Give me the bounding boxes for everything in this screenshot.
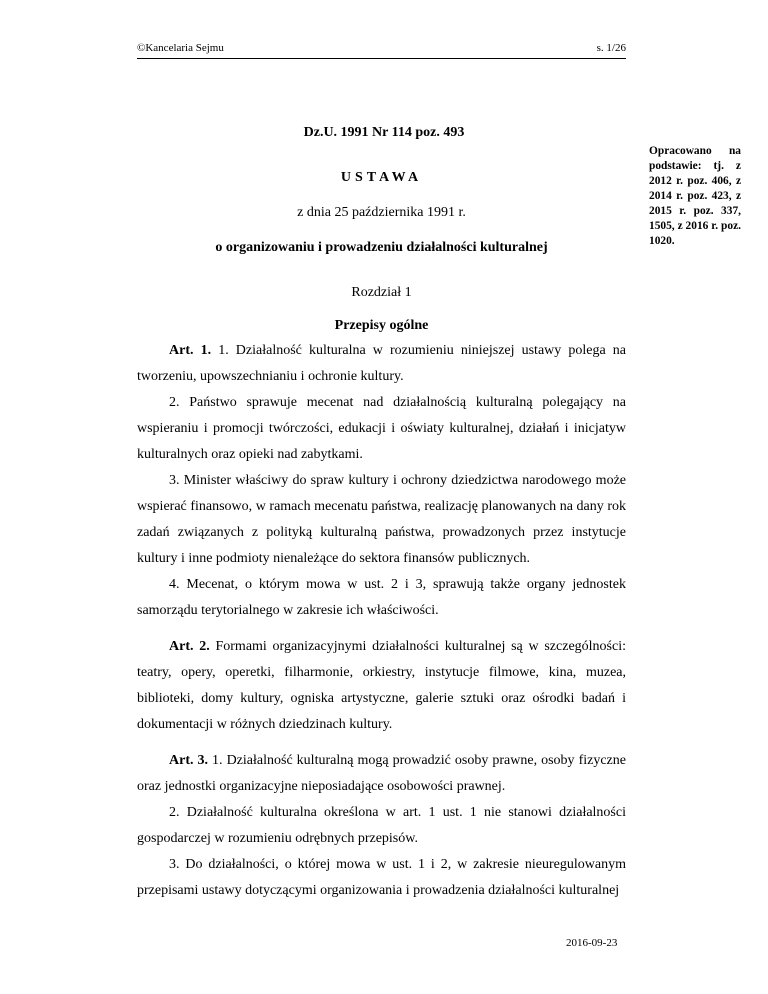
paragraph: 3. Minister właściwy do spraw kultury i ochrony dziedzictwa narodowego może wspierać finansowo, w ramach mecenatu państwa, realizację planowanych na dany rok zadań związanych z polityką kulturalną państwa, prowadzonych przez instytucje kultury i inne podmioty nienależące do sektora finansów publicznych.: [137, 473, 626, 566]
document-body: [137, 338, 626, 904]
act-type: USTAWA: [340, 170, 423, 185]
chapter-number: Rozdział 1: [351, 285, 412, 300]
paragraph: Art. 1. 1. Działalność kulturalna w rozumieniu niniejszej ustawy polega na tworzeniu, upowszechnianiu i ochronie kultury.: [137, 343, 626, 384]
page-header: [137, 38, 626, 59]
act-date: z dnia 25 października 1991 r.: [297, 205, 466, 220]
header-source: ©Kancelaria Sejmu: [137, 42, 224, 54]
paragraph: 2. Działalność kulturalna określona w art. 1 ust. 1 nie stanowi działalności gospodarczej w rozumieniu odrębnych przepisów.: [137, 805, 626, 846]
paragraph: 3. Do działalności, o której mowa w ust. 1 i 2, w zakresie nieuregulowanym przepisami ustawy dotyczącymi organizowania i prowadzenia działalności kulturalnej: [137, 857, 626, 898]
side-note: Opracowano na podstawie: tj. z 2012 r. poz. 406, z 2014 r. poz. 423, z 2015 r. poz. 337, 1505, z 2016 r. poz. 1020.: [649, 145, 741, 247]
footer-date: 2016-09-23: [566, 937, 618, 949]
act-subject: o organizowaniu i prowadzeniu działalności kulturalnej: [215, 240, 548, 255]
article-label: Art. 1.: [169, 343, 212, 358]
paragraph: Art. 3. 1. Działalność kulturalną mogą prowadzić osoby prawne, osoby fizyczne oraz jednostki organizacyjne nieposiadające osobowości prawnej.: [137, 753, 626, 794]
paragraph: 4. Mecenat, o którym mowa w ust. 2 i 3, sprawują także organy jednostek samorządu terytorialnego w zakresie ich właściwości.: [137, 577, 626, 618]
page-number: s. 1/26: [596, 42, 626, 54]
journal-reference: Dz.U. 1991 Nr 114 poz. 493: [303, 125, 465, 140]
article-label: Art. 2.: [169, 639, 210, 654]
paragraph: Art. 2. Formami organizacyjnymi działalności kulturalnej są w szczególności: teatry, opery, operetki, filharmonie, orkiestry, instytucje filmowe, kina, muzea, biblioteki, domy kultury, ogniska artystyczne, galerie sztuki oraz ośrodki badań i dokumentacji w różnych dziedzinach kultury.: [137, 639, 626, 732]
article-label: Art. 3.: [169, 753, 209, 768]
chapter-title: Przepisy ogólne: [334, 318, 429, 333]
paragraph: 2. Państwo sprawuje mecenat nad działalnością kulturalną polegający na wspieraniu i promocji twórczości, edukacji i oświaty kulturalnej, działań i inicjatyw kulturalnych oraz opieki nad zabytkami.: [137, 395, 626, 462]
